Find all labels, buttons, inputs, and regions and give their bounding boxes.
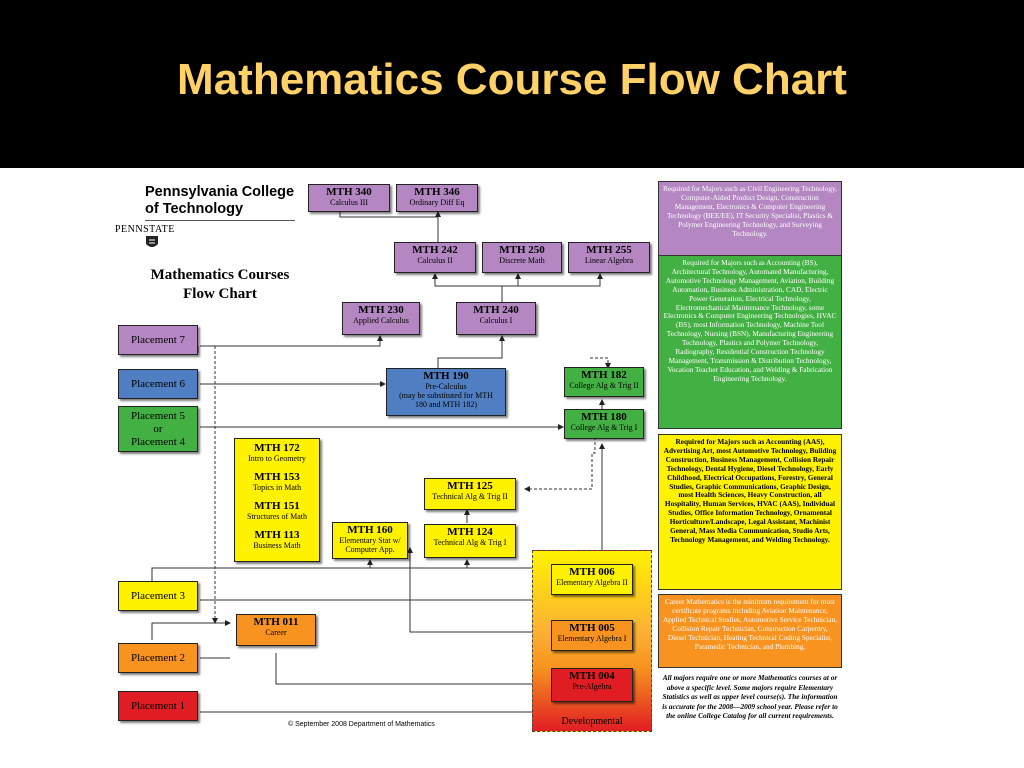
header-rule [145,220,295,221]
course-mth011[interactable]: MTH 011 Career [236,614,316,646]
developmental-label: Developmental [561,716,623,727]
placement-1[interactable]: Placement 1 [118,691,198,721]
requirements-purple: Required for Majors such as Civil Engineering Technology, Computer-Aided Product Design, Construction Management, Electronics & Computer Engineering Technology (BEE/EE), IT Security Specialist, Plastics & Polymer Engineering Technology, and Surveying Technology. [658,181,842,256]
course-mth180[interactable]: MTH 180 College Alg & Trig I [564,409,644,439]
course-mth172[interactable]: MTH 172 Intro to Geometry [248,442,306,463]
requirements-green: Required for Majors such as Accounting (BS), Architectural Technology, Automated Manufacturing, Automotive Technology Management, Aviation, Building Automation, Business Administration, CAD, Electric Power Generation, Electrical Technology, Electromechanical Maintenance Technology, some Electronics & Computer Engineering Technologies, HVAC (BS), most Information Technology, Machine Tool Technology, Nursing (BSN), Manufacturing Engineering Technology, Plastics and Polymer Technology, Radiography, Residential Construction Technology Management, Transmission & Distribution Technology, Vocation Teacher Education, and Welding & Fabrication Engineering Technology. [658,255,842,429]
requirements-orange: Career Mathematics is the minimum requirement for most certificate programs including Aviation Maintenance, Applied Technical Studies, Automotive Service Technician, Collision Repair Technician, Construction Carpentry, Diesel Technician, Heating Technical Coding Specialist, Paramedic Technician, and Plumbing. [658,594,842,668]
course-mth190[interactable]: MTH 190 Pre-Calculus (may be substituted for MTH 180 and MTH 182) [386,368,506,416]
course-mth125[interactable]: MTH 125 Technical Alg & Trig II [424,478,516,510]
course-mth153[interactable]: MTH 153 Topics in Math [252,471,302,492]
course-mth004[interactable]: MTH 004 Pre-Algebra [551,668,633,702]
course-mth151[interactable]: MTH 151 Structures of Math [247,500,307,521]
placement-7[interactable]: Placement 7 [118,325,198,355]
pennstate-wordmark: PENNSTATE [115,224,175,235]
copyright: © September 2008 Department of Mathematics [288,721,435,728]
course-mth005[interactable]: MTH 005 Elementary Algebra I [551,620,633,651]
course-mth113[interactable]: MTH 113 Business Math [253,529,301,550]
course-mth240[interactable]: MTH 240 Calculus I [456,302,536,335]
course-mth006[interactable]: MTH 006 Elementary Algebra II [551,564,633,595]
flowchart-panel [0,168,1024,768]
college-name-line2: of Technology [145,201,244,217]
footnote: All majors require one or more Mathematics courses at or above a specific level. Some majors require Elementary Statistics as well as upper level course(s). The information is accurate for the 2008—2009 school year. Please refer to the online College Catalog for all current requirements. [662,673,838,720]
course-mth250[interactable]: MTH 250 Discrete Math [482,242,562,273]
course-group-mth172-113 [234,438,320,562]
chart-title-line1: Mathematics Courses [150,267,290,283]
placement-2[interactable]: Placement 2 [118,643,198,673]
course-mth255[interactable]: MTH 255 Linear Algebra [568,242,650,273]
placement-3[interactable]: Placement 3 [118,581,198,611]
course-mth124[interactable]: MTH 124 Technical Alg & Trig I [424,524,516,558]
course-mth340[interactable]: MTH 340 Calculus III [308,184,390,212]
shield-icon [145,235,159,251]
course-mth230[interactable]: MTH 230 Applied Calculus [342,302,420,335]
placement-5-or-4[interactable]: Placement 5 or Placement 4 [118,406,198,452]
course-mth160[interactable]: MTH 160 Elementary Stat w/ Computer App. [332,522,408,559]
requirements-yellow: Required for Majors such as Accounting (AAS), Advertising Art, most Automotive Technology, Building Construction, Business Management, Collision Repair Technology, Dental Hygiene, Diesel Technology, Early Childhood, Electrical Occupations, Forestry, General Studies, Graphic Communications, Graphic Design, most Health Sciences, Heavy Construction, all Hospitality, Human Services, HVAC (AAS), Individual Studies, Office Information Technology, Ornamental Horticulture/Landscape, Legal Assistant, Machinist General, Mass Media Communication, Studio Arts, Technology Management, and Welding Technology. [658,434,842,590]
slide-title: Mathematics Course Flow Chart [177,55,847,104]
pennstate-logo [115,224,185,256]
course-mth242[interactable]: MTH 242 Calculus II [394,242,476,273]
college-name-line1: Pennsylvania College [145,184,295,200]
chart-title-line2: Flow Chart [183,286,257,302]
course-mth182[interactable]: MTH 182 College Alg & Trig II [564,367,644,397]
placement-6[interactable]: Placement 6 [118,369,198,399]
course-mth346[interactable]: MTH 346 Ordinary Diff Eq [396,184,478,212]
